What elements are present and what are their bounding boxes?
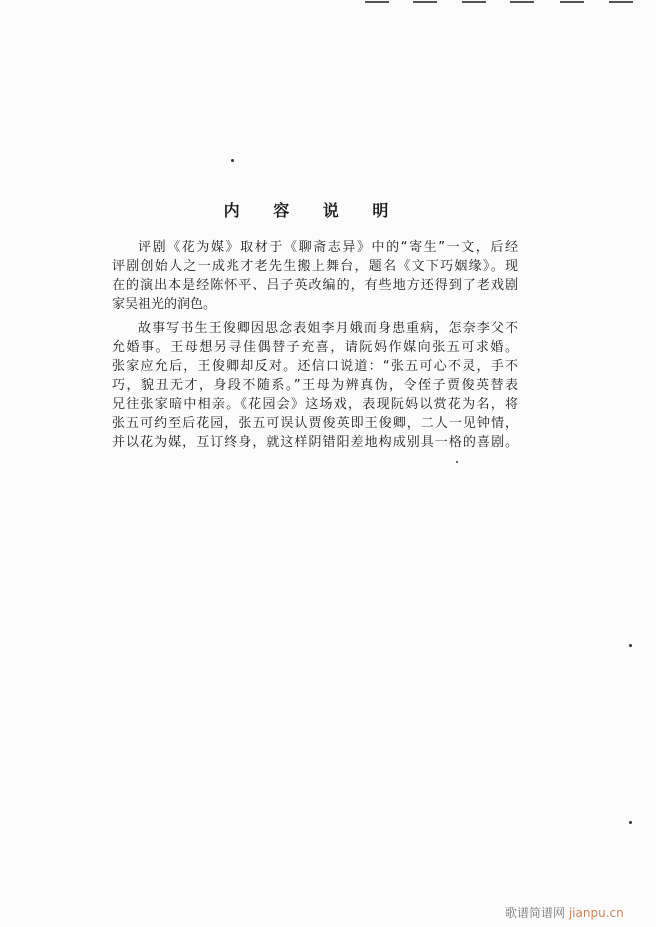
text-line: 巧，貌丑无才，身段不随系。”王母为辨真伪，令侄子贾俊英替表 [112, 378, 518, 393]
top-rule [609, 1, 633, 3]
text-line: 并以花为媒，互订终身，就这样阴错阳差地构成别具一格的喜剧。 [112, 435, 518, 450]
text-line: 评剧创始人之一成兆才老先生搬上舞台，题名《文下巧姻缘》。现 [112, 259, 518, 274]
scan-speck [231, 159, 234, 162]
scan-speck [629, 644, 632, 647]
page-title: 内 容 说 明 [223, 201, 403, 220]
top-rule [462, 1, 486, 3]
top-rule [560, 1, 584, 3]
scan-speck [629, 821, 632, 824]
paragraph [112, 238, 518, 314]
watermark-url: jianpu.cn [568, 906, 624, 920]
top-rule [365, 1, 389, 3]
watermark [505, 904, 624, 921]
top-rule [510, 1, 534, 3]
text-line: 故事写书生王俊卿因思念表姐李月娥而身患重病，怎奈李父不 [138, 321, 518, 336]
text-line: 家吴祖光的润色。 [112, 297, 217, 312]
top-rule [413, 1, 437, 3]
scan-speck [456, 461, 458, 463]
text-line: 张五可约至后花园，张五可误认贾俊英即王俊卿，二人一见钟情， [112, 416, 518, 431]
text-line: 评剧《花为媒》取材于《聊斋志异》中的“寄生”一文，后经 [138, 240, 518, 255]
text-line: 张家应允后，王俊卿却反对。还信口说道：“张五可心不灵，手不 [112, 359, 518, 374]
watermark-site: 歌谱简谱网 [505, 906, 566, 920]
paragraph [112, 319, 518, 452]
document-body [112, 238, 518, 452]
text-line: 在的演出本是经陈怀平、吕子英改编的，有些地方还得到了老戏剧 [112, 278, 518, 293]
text-line: 允婚事。王母想另寻佳偶替子充喜，请阮妈作媒向张五可求婚。 [112, 340, 518, 355]
text-line: 兄往张家暗中相亲。《花园会》这场戏，表现阮妈以赏花为名，将 [112, 397, 518, 412]
